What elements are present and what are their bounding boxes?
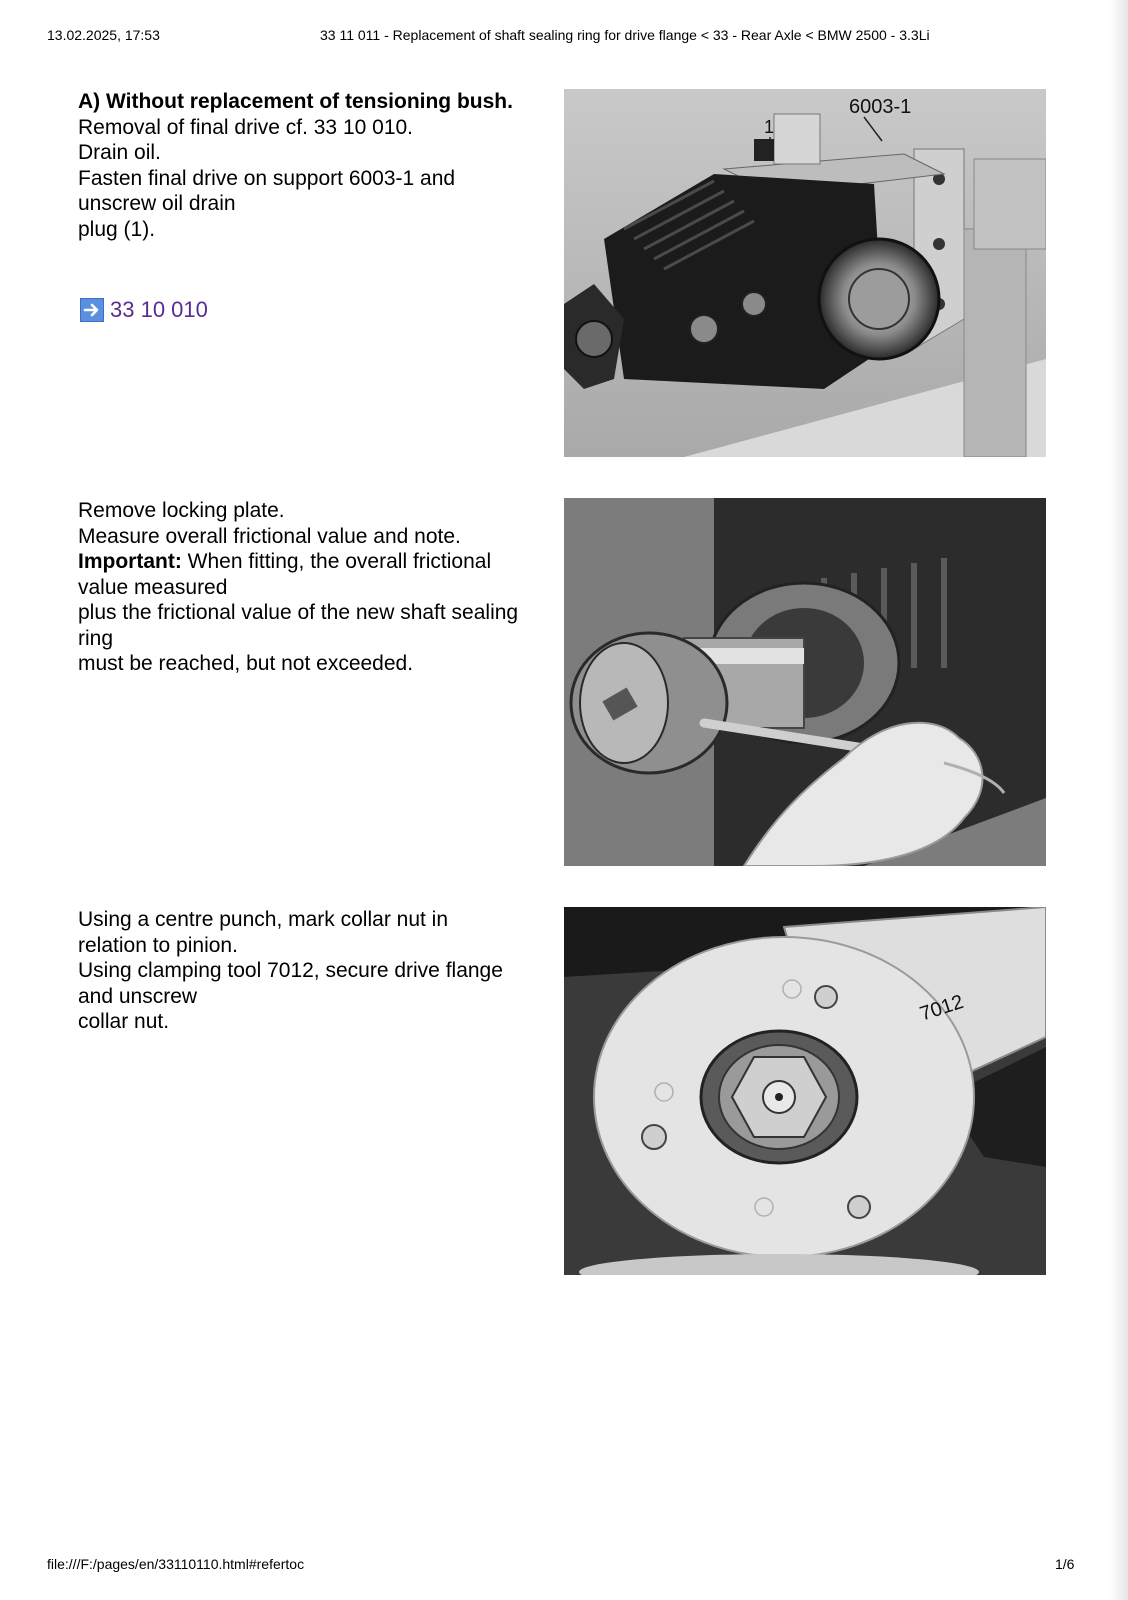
important-label: Important: (78, 550, 182, 573)
instruction-line: Drain oil. (78, 141, 161, 164)
section-2-text (78, 498, 558, 677)
page-number: 1/6 (1055, 1556, 1075, 1572)
instruction-line: and unscrew (78, 984, 198, 1008)
arrow-right-icon (80, 298, 104, 322)
instruction-line: Using a centre punch, mark collar nut in (78, 908, 449, 931)
instruction-line: value measured (78, 575, 228, 599)
instruction-line: must be reached, but not exceeded. (78, 652, 414, 675)
instruction-line: relation to pinion. (78, 933, 238, 957)
important-note (78, 549, 558, 575)
important-text: When fitting, the overall frictional (181, 550, 492, 573)
figure-label-tool: 6003-1 (849, 96, 912, 118)
reference-link[interactable] (80, 297, 208, 323)
figure-label-part: 1 (764, 117, 775, 137)
print-file-url: file:///F:/pages/en/33110110.html#refertoc (47, 1556, 305, 1572)
reference-link-label[interactable]: 33 10 010 (110, 297, 208, 322)
instruction-line: Measure overall frictional value and note. (78, 524, 461, 548)
instruction-line: Removal of final drive cf. 33 10 010. (78, 115, 414, 139)
figure-measuring-frictional-value (564, 498, 1046, 866)
section-heading: A) Without replacement of tensioning bush. (78, 90, 513, 113)
figure-label-tool: 7012 (917, 990, 967, 1026)
instruction-line: Remove locking plate. (78, 499, 285, 522)
print-title: 33 11 011 - Replacement of shaft sealing ring for drive flange < 33 - Rear Axle < BMW 2500 - 3.3Li (320, 27, 930, 43)
section-3-text (78, 907, 558, 1035)
page-edge-shadow (1110, 0, 1128, 1600)
instruction-line: ring (78, 626, 114, 650)
section-1-text (78, 89, 558, 242)
instruction-line: plug (1). (78, 217, 156, 241)
instruction-line: Using clamping tool 7012, secure drive flange (78, 959, 503, 982)
figure-clamping-tool-on-flange (564, 907, 1046, 1275)
instruction-line: plus the frictional value of the new shaft sealing (78, 601, 519, 624)
print-datetime: 13.02.2025, 17:53 (47, 27, 160, 43)
instruction-line: Fasten final drive on support 6003-1 and (78, 166, 456, 190)
figure-final-drive-on-support (564, 89, 1046, 457)
instruction-line: unscrew oil drain (78, 192, 236, 215)
instruction-line: collar nut. (78, 1010, 170, 1033)
